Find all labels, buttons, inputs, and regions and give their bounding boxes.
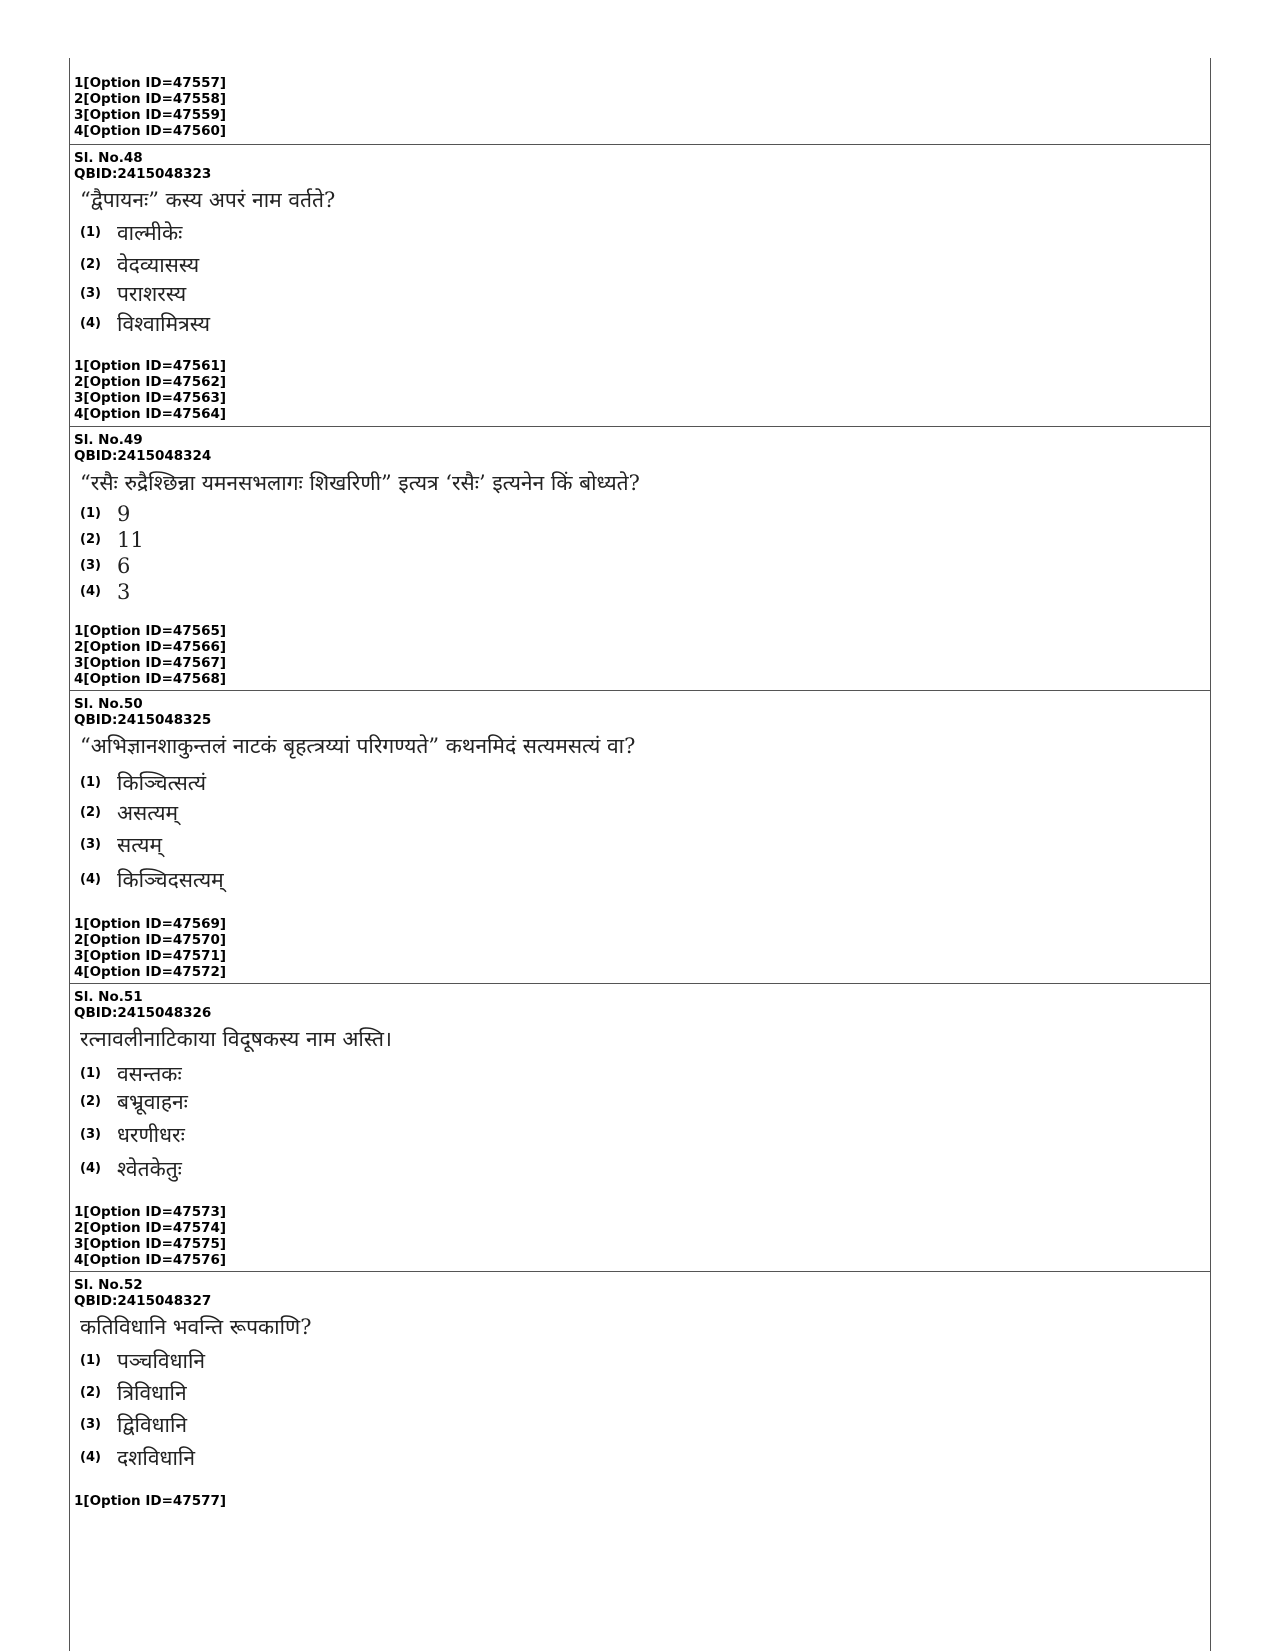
option-number: (4) (80, 1450, 101, 1465)
option-id-line: 1[Option ID=47573] (74, 1204, 227, 1220)
question-text: “रसैः रुद्रैश्छिन्ना यमनसभलागः शिखरिणी” इत्यत्र ‘रसैः’ इत्यनेन किं बोध्यते? (80, 471, 640, 495)
option-text: 6 (117, 554, 131, 578)
serial-number: Sl. No.51 (74, 989, 143, 1005)
option-id-line: 2[Option ID=47570] (74, 932, 227, 948)
option-number: (3) (80, 558, 101, 573)
option-text: विश्वामित्रस्य (117, 312, 211, 336)
serial-number: Sl. No.49 (74, 432, 143, 448)
option-id-line: 2[Option ID=47558] (74, 91, 227, 107)
option-id-line: 4[Option ID=47564] (74, 406, 227, 422)
question-text: रत्नावलीनाटिकाया विदूषकस्य नाम अस्ति। (80, 1027, 392, 1051)
qbid: QBID:2415048324 (74, 448, 212, 464)
question-block-49 (70, 426, 1210, 691)
option-number: (3) (80, 837, 101, 852)
option-text: त्रिविधानि (117, 1381, 187, 1405)
option-id-line: 1[Option ID=47569] (74, 916, 227, 932)
question-text: कतिविधानि भवन्ति रूपकाणि? (80, 1315, 312, 1339)
option-id-line: 2[Option ID=47562] (74, 374, 227, 390)
option-number: (2) (80, 1094, 101, 1109)
option-text: वेदव्यासस्य (117, 253, 200, 277)
question-block-48 (70, 144, 1210, 427)
option-id-line: 3[Option ID=47559] (74, 107, 227, 123)
option-id-line: 4[Option ID=47568] (74, 671, 227, 687)
option-number: (3) (80, 1127, 101, 1142)
option-id-line: 3[Option ID=47567] (74, 655, 227, 671)
option-number: (1) (80, 225, 101, 240)
option-number: (2) (80, 257, 101, 272)
option-text: सत्यम् (117, 833, 163, 857)
option-id-line: 1[Option ID=47557] (74, 75, 227, 91)
qbid: QBID:2415048327 (74, 1293, 212, 1309)
option-text: 11 (117, 528, 144, 552)
option-number: (4) (80, 872, 101, 887)
question-block-52 (70, 1271, 1210, 1652)
option-text: श्वेतकेतुः (117, 1157, 182, 1181)
question-block-50 (70, 690, 1210, 984)
option-text: वसन्तकः (117, 1062, 182, 1086)
qbid: QBID:2415048325 (74, 712, 212, 728)
option-number: (2) (80, 805, 101, 820)
option-number: (4) (80, 584, 101, 599)
serial-number: Sl. No.50 (74, 696, 143, 712)
option-text: 9 (117, 502, 131, 526)
option-id-line: 4[Option ID=47560] (74, 123, 227, 139)
option-text: किञ्चिदसत्यम् (117, 868, 224, 892)
option-number: (2) (80, 532, 101, 547)
option-text: बभ्रूवाहनः (117, 1090, 188, 1114)
question-block-47 (70, 58, 1210, 150)
option-number: (2) (80, 1385, 101, 1400)
option-text: 3 (117, 580, 131, 604)
option-id-line: 2[Option ID=47566] (74, 639, 227, 655)
option-number: (1) (80, 775, 101, 790)
option-id-line: 3[Option ID=47571] (74, 948, 227, 964)
option-text: पञ्चविधानि (117, 1349, 206, 1373)
option-id-line: 2[Option ID=47574] (74, 1220, 227, 1236)
option-number: (1) (80, 506, 101, 521)
option-number: (3) (80, 1417, 101, 1432)
option-number: (1) (80, 1066, 101, 1081)
option-id-line: 4[Option ID=47572] (74, 964, 227, 980)
option-id-line: 4[Option ID=47576] (74, 1252, 227, 1268)
option-id-line: 3[Option ID=47563] (74, 390, 227, 406)
question-block-51 (70, 983, 1210, 1272)
option-text: असत्यम् (117, 801, 179, 825)
option-number: (3) (80, 286, 101, 301)
option-id-line: 1[Option ID=47565] (74, 623, 227, 639)
question-sheet (69, 58, 1211, 1651)
option-id-line: 1[Option ID=47561] (74, 358, 227, 374)
option-number: (4) (80, 316, 101, 331)
qbid: QBID:2415048326 (74, 1005, 212, 1021)
option-text: द्विविधानि (117, 1413, 188, 1437)
serial-number: Sl. No.52 (74, 1277, 143, 1293)
question-text: “द्वैपायनः” कस्य अपरं नाम वर्तते? (80, 188, 336, 212)
option-text: पराशरस्य (117, 282, 187, 306)
option-text: दशविधानि (117, 1446, 195, 1470)
option-number: (1) (80, 1353, 101, 1368)
serial-number: Sl. No.48 (74, 150, 143, 166)
option-id-line: 3[Option ID=47575] (74, 1236, 227, 1252)
option-text: वाल्मीकेः (117, 221, 183, 245)
qbid: QBID:2415048323 (74, 166, 212, 182)
option-text: किञ्चित्सत्यं (117, 771, 207, 795)
option-number: (4) (80, 1161, 101, 1176)
option-text: धरणीधरः (117, 1123, 185, 1147)
question-text: “अभिज्ञानशाकुन्तलं नाटकं बृहत्त्रय्यां परिगण्यते” कथनमिदं सत्यमसत्यं वा? (80, 734, 636, 758)
option-id-line: 1[Option ID=47577] (74, 1493, 227, 1509)
